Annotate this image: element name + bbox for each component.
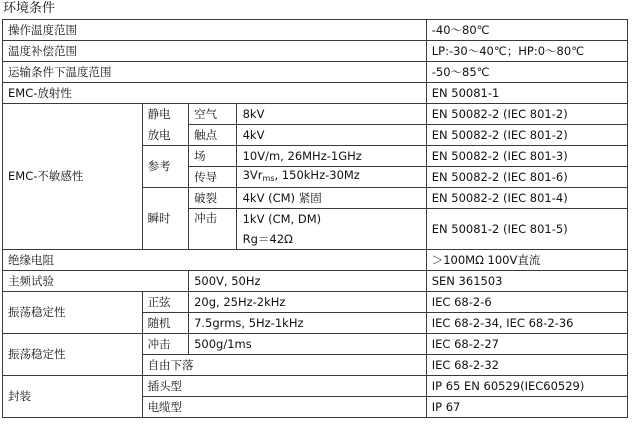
row-label: 振荡稳定性 [3,292,143,334]
sub-label: 冲击 [142,334,189,355]
sub-label: 破裂 [189,188,237,209]
row-standard: IEC 68-2-6 [426,292,627,313]
row-label: 主频试验 [3,271,189,292]
value-main: 3Vr [242,168,263,182]
row-value: 4kV (CM) 紧固 [236,188,426,209]
table-row [3,271,628,292]
esd-label-line-2: 放电 [147,127,171,142]
table-row [3,62,628,83]
sub-label: 触点 [189,125,237,146]
table-row [3,83,628,104]
row-standard: EN 50082-2 (IEC 801-4) [426,188,627,209]
sub-label: 自由下落 [142,355,426,376]
row-label: 振荡稳定性 [3,334,143,376]
row-value: 7.5grms, 5Hz-1kHz [189,313,427,334]
esd-group-label [142,104,189,146]
sub-label: 随机 [142,313,189,334]
row-value: 1kV (CM, DM) [236,209,426,230]
row-standard: IEC 68-2-34, IEC 68-2-36 [426,313,627,334]
sub-label: 空气 [189,104,237,125]
row-label: 操作温度范围 [3,20,427,41]
row-standard: IEC 68-2-27 [426,334,627,355]
sub-label: 场 [189,146,237,167]
table-row [3,376,628,397]
row-value: -40～80℃ [426,20,627,41]
value-rest: , 150kHz-30Mz [274,168,360,182]
table-row [3,104,628,125]
row-label: EMC-放射性 [3,83,427,104]
row-value: -50～85℃ [426,62,627,83]
row-standard: EN 50082-2 (IEC 801-2) [426,104,627,125]
row-label: EMC-不敏感性 [3,104,143,250]
value-subscript: ms [262,174,275,183]
row-label: 温度补偿范围 [3,41,427,62]
sub-label: 冲击 [189,209,237,250]
row-value [236,167,426,188]
table-row [3,292,628,313]
section-title: 环境条件 [3,1,56,16]
sub-label: 传导 [189,167,237,188]
environment-conditions-table [2,19,628,418]
transient-group-label: 瞬时 [142,188,189,250]
row-value: 8kV [236,104,426,125]
row-standard: EN 50082-2 (IEC 801-3) [426,146,627,167]
row-value: 500V, 50Hz [189,271,427,292]
table-row [3,20,628,41]
table-row [3,334,628,355]
table-row [3,41,628,62]
row-standard: EN 50081-2 (IEC 801-5) [426,209,627,250]
row-standard: IP 65 EN 60529(IEC60529) [426,376,627,397]
row-value: 20g, 25Hz-2kHz [189,292,427,313]
row-value: LP:-30～40℃；HP:0～80℃ [426,41,627,62]
row-standard: EN 50082-2 (IEC 801-6) [426,167,627,188]
sub-label: 电缆型 [142,397,426,418]
reference-group-label: 参考 [142,146,189,188]
row-label: 封装 [3,376,143,418]
row-label: 绝缘电阻 [3,250,427,271]
row-standard: IEC 68-2-32 [426,355,627,376]
row-standard: SEN 361503 [426,271,627,292]
row-value: 4kV [236,125,426,146]
row-standard: EN 50082-2 (IEC 801-2) [426,125,627,146]
row-standard: IP 67 [426,397,627,418]
row-value: ＞100MΩ 100V直流 [426,250,627,271]
table-row [3,250,628,271]
sub-label: 正弦 [142,292,189,313]
row-label: 运输条件下温度范围 [3,62,427,83]
row-value: 500g/1ms [189,334,427,355]
sub-label: 插头型 [142,376,426,397]
row-value: Rg＝42Ω [236,229,426,250]
row-value: 10V/m, 26MHz-1GHz [236,146,426,167]
esd-label-line-1: 静电 [147,106,171,121]
row-value: EN 50081-1 [426,83,627,104]
